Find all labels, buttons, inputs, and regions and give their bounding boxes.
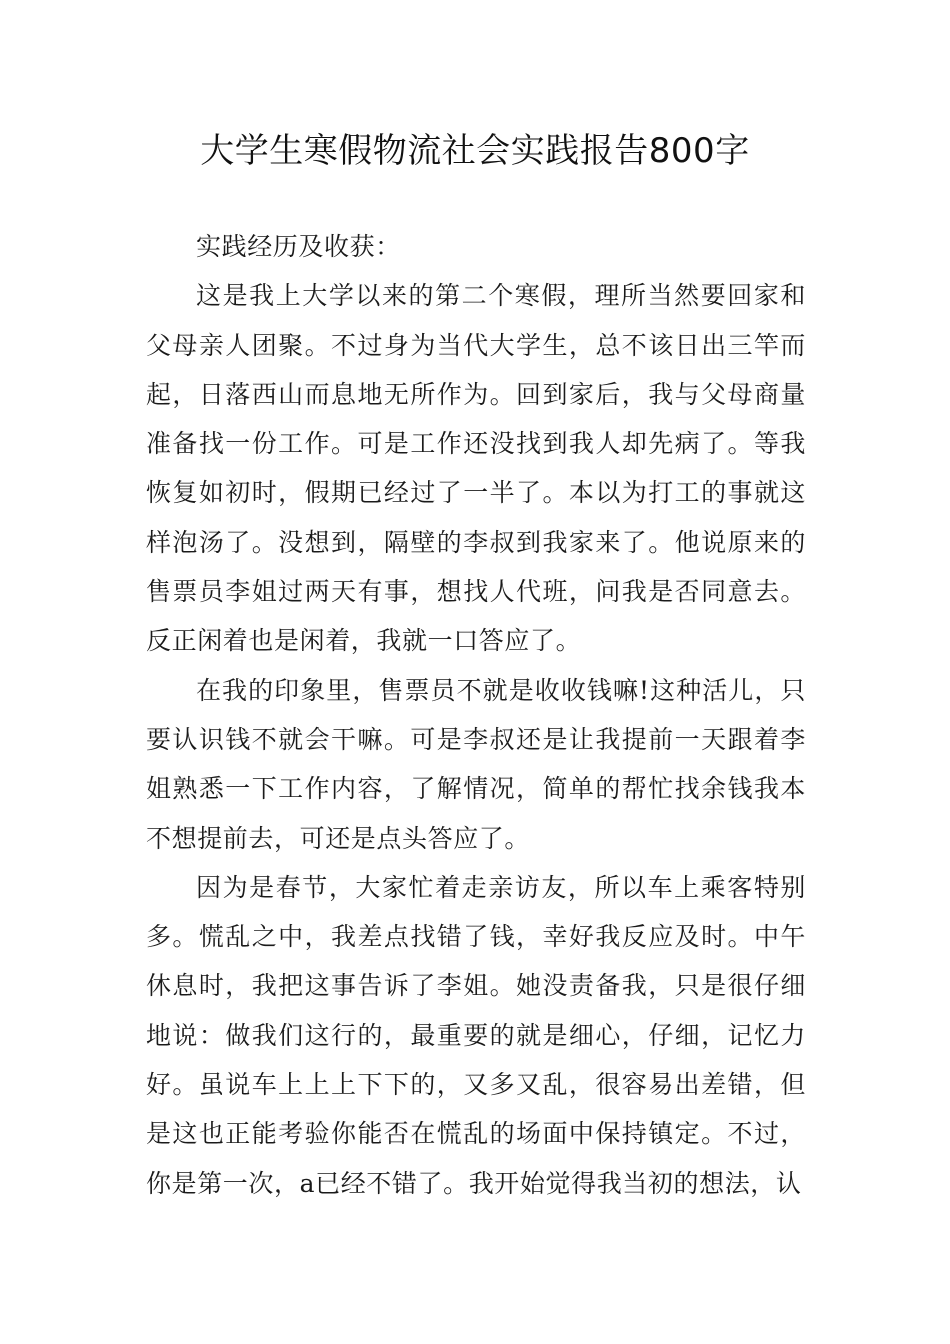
document-title: 大学生寒假物流社会实践报告800字	[200, 131, 750, 171]
paragraph: 在我的印象里，售票员不就是收收钱嘛!这种活儿，只要认识钱不就会干嘛。可是李叔还是让我提前一天跟着李姐熟悉一下工作内容，了解情况，简单的帮忙找余钱我本不想提前去，可还是点头答应了。	[146, 675, 806, 853]
paragraph-heading: 实践经历及收获：	[196, 232, 401, 261]
document-body	[146, 222, 806, 1208]
paragraph: 这是我上大学以来的第二个寒假，理所当然要回家和父母亲人团聚。不过身为当代大学生，总不该日出三竿而起，日落西山而息地无所作为。回到家后，我与父母商量准备找一份工作。可是工作还没找到我人却先病了。等我恢复如初时，假期已经过了一半了。本以为打工的事就这样泡汤了。没想到，隔壁的李叔到我家来了。他说原来的售票员李姐过两天有事，想找人代班，问我是否同意去。反正闲着也是闲着，我就一口答应了。	[146, 281, 806, 656]
paragraph: 因为是春节，大家忙着走亲访友，所以车上乘客特别多。慌乱之中，我差点找错了钱，幸好我反应及时。中午休息时，我把这事告诉了李姐。她没责备我，只是很仔细地说：做我们这行的，最重要的就是细心，仔细，记忆力好。虽说车上上上下下的，又多又乱，很容易出差错，但是这也正能考验你能否在慌乱的场面中保持镇定。不过，你是第一次，a已经不错了。我开始觉得我当初的想法，认	[146, 872, 806, 1198]
